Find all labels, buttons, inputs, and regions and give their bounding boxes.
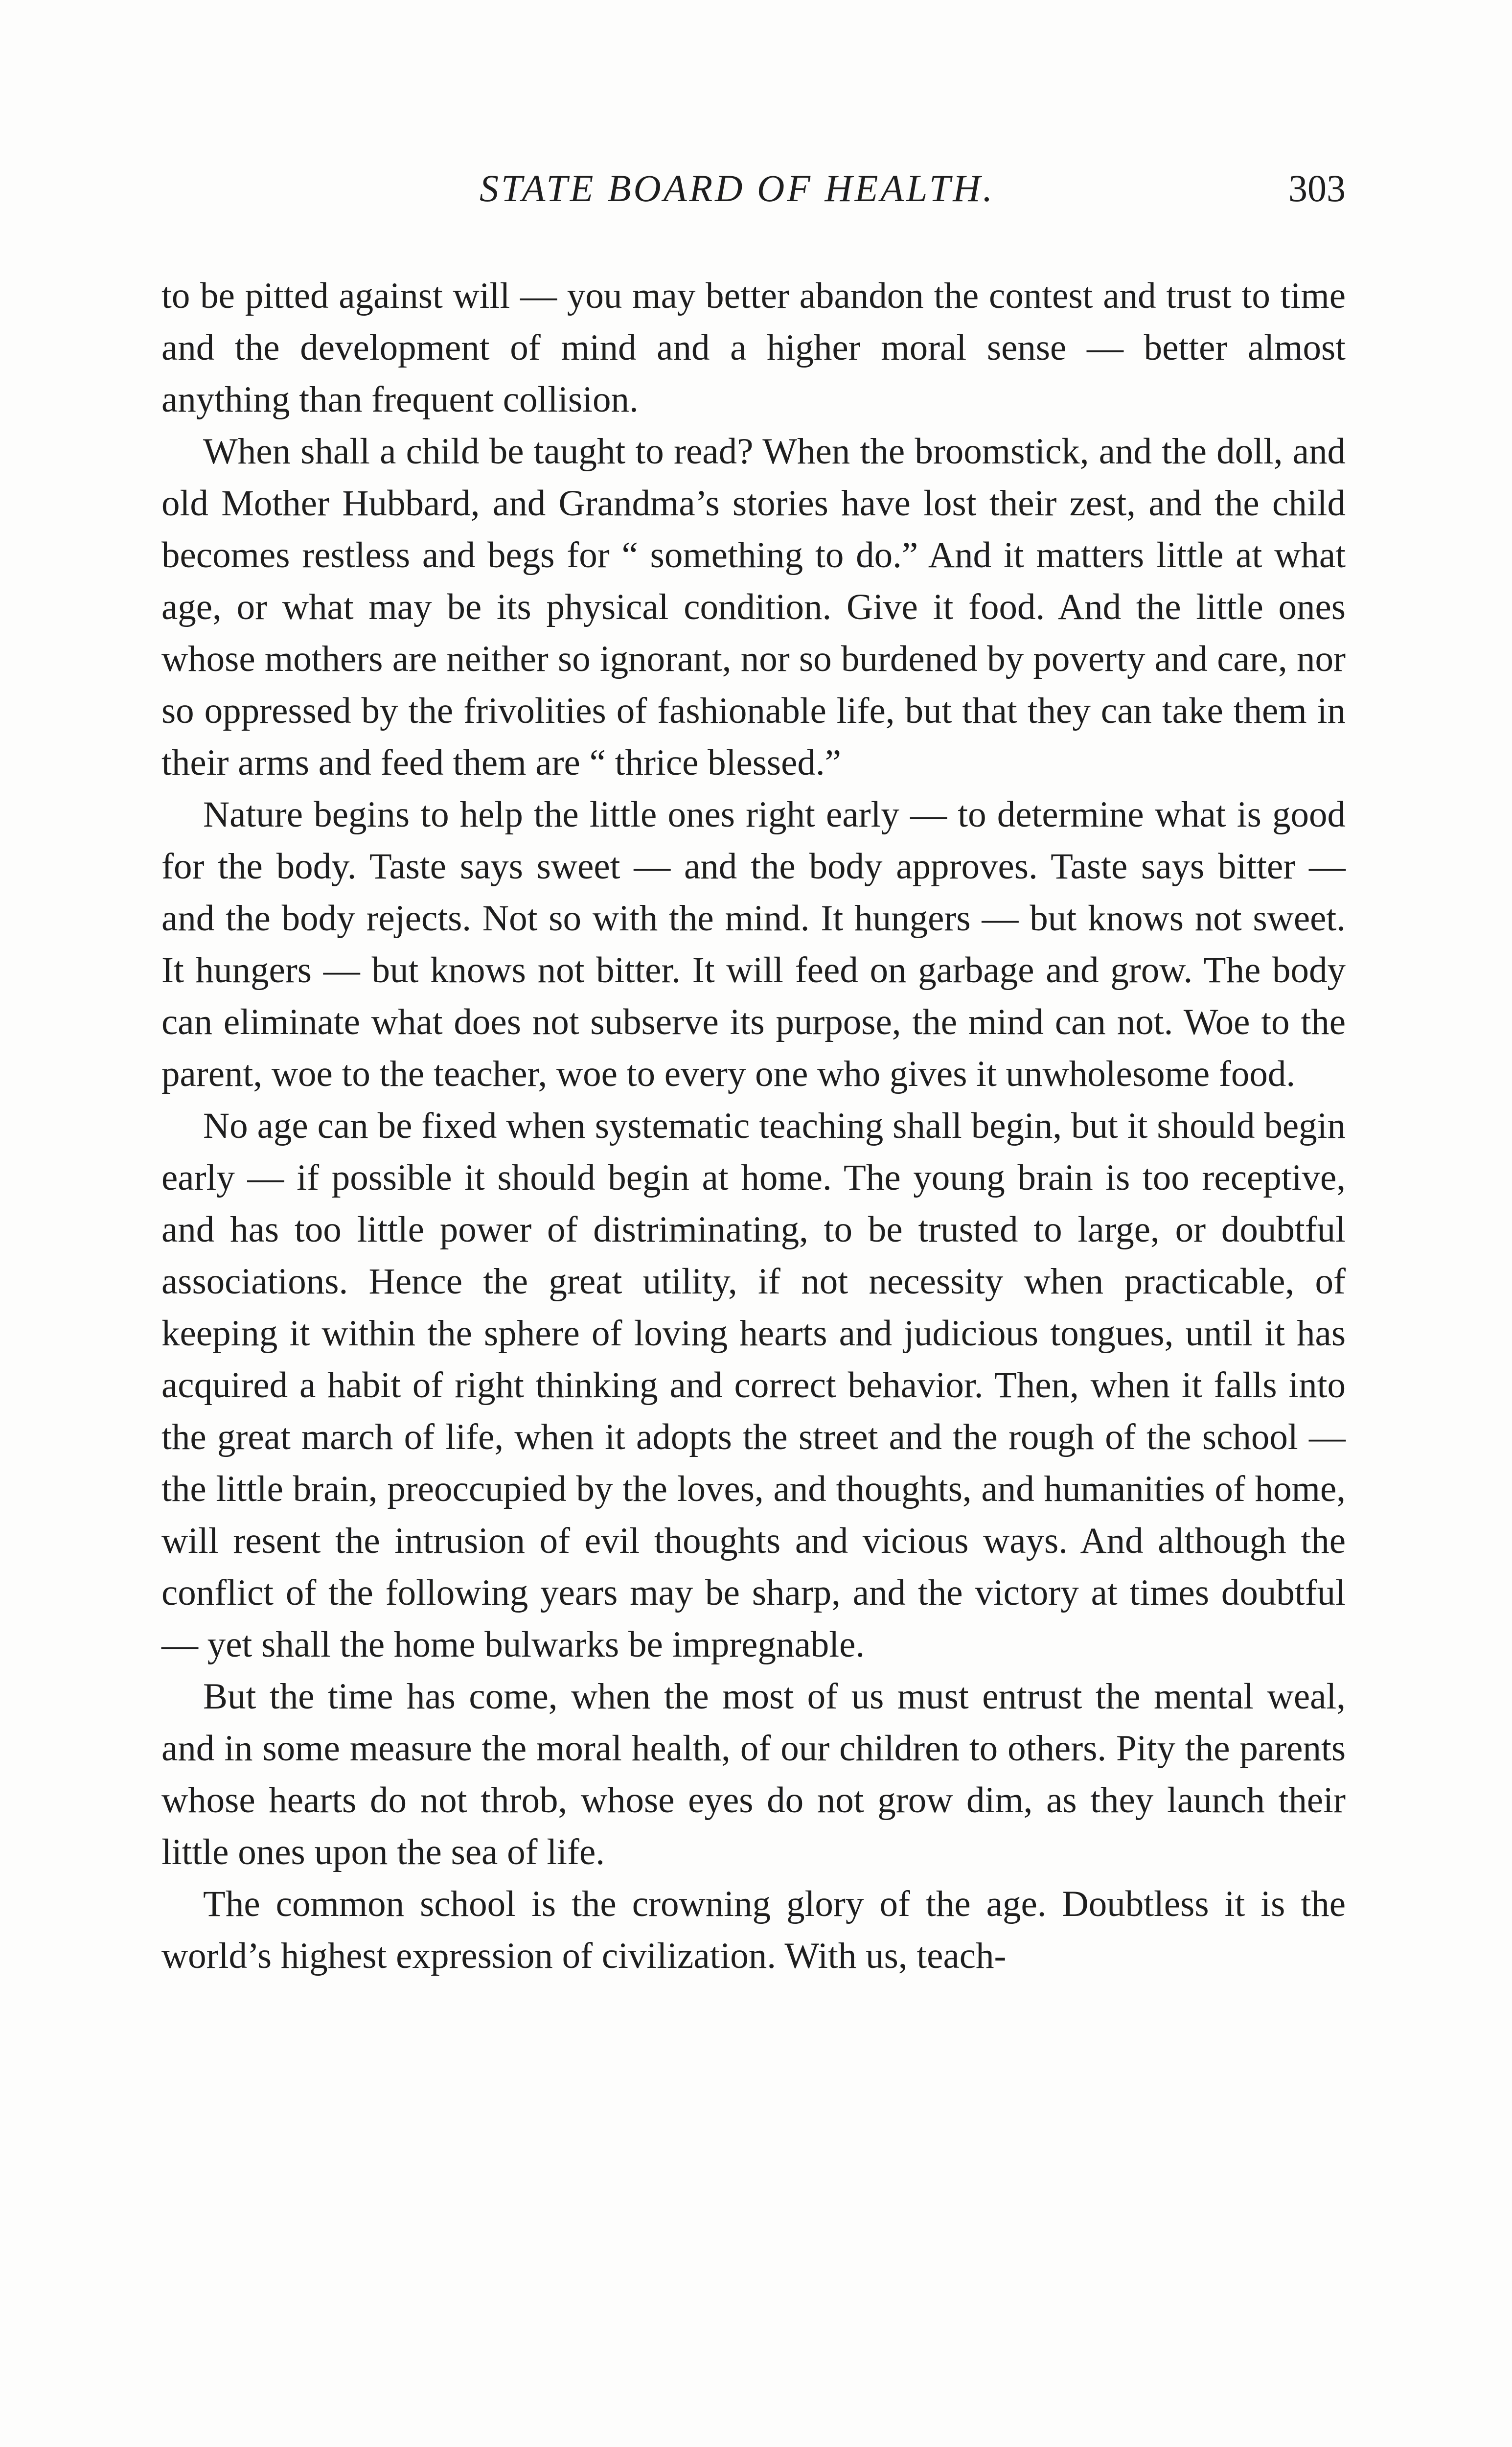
running-title: STATE BOARD OF HEALTH. [480,167,995,209]
paragraph-entrust-children: But the time has come, when the most of us must entrust the mental weal, and in some measure the moral health, of our children to others. Pity the parents whose hearts do not throb, whose eyes do not grow dim, as they launch their little ones upon the sea of life. [161,1676,1346,1872]
paragraph-nature-body-mind: Nature begins to help the little ones right early — to determine what is good for the body. Taste says sweet — and the body approves. Taste says bitter — and the body rejects. Not so with the mind. It hungers — but knows not sweet. It hungers — but knows not bitter. It will feed on garbage and grow. The body can eliminate what does not subserve its purpose, the mind can not. Woe to the parent, woe to the teacher, woe to every one who gives it unwholesome food. [161,794,1346,1094]
page-number: 303 [1288,167,1346,209]
paragraph-common-school: The common school is the crowning glory of the age. Doubtless it is the world’s highest expression of civilization. With us, teach- [161,1884,1346,1976]
paragraph-systematic-teaching: No age can be fixed when systematic teaching shall begin, but it should begin early — if possible it should begin at home. The young brain is too receptive, and has too little power of distriminating, to be trusted to large, or doubtful associations. Hence the great utility, if not necessity when practicable, of keeping it within the sphere of loving hearts and judicious tongues, until it has acquired a habit of right thinking and correct behavior. Then, when it falls into the great march of life, when it adopts the street and the rough of the school — the little brain, preoccupied by the loves, and thoughts, and humanities of home, will resent the intrusion of evil thoughts and vicious ways. And although the conflict of the following years may be sharp, and the victory at times doubtful — yet shall the home bulwarks be impregnable. [161,1106,1346,1665]
body-text [161,270,1346,1982]
paragraph-continuation: to be pitted against will — you may better abandon the contest and trust to time and the development of mind and a higher moral sense — better almost anything than frequent collision. [161,276,1346,420]
paragraph-reading-age: When shall a child be taught to read? When the broomstick, and the doll, and old Mother Hubbard, and Grandma’s stories have lost their zest, and the child becomes restless and begs for “ something to do.” And it matters little at what age, or what may be its physical condition. Give it food. And the little ones whose mothers are neither so ignorant, nor so burdened by poverty and care, nor so oppressed by the frivolities of fashionable life, but that they can take them in their arms and feed them are “ thrice blessed.” [161,431,1346,783]
running-head [161,166,1346,220]
